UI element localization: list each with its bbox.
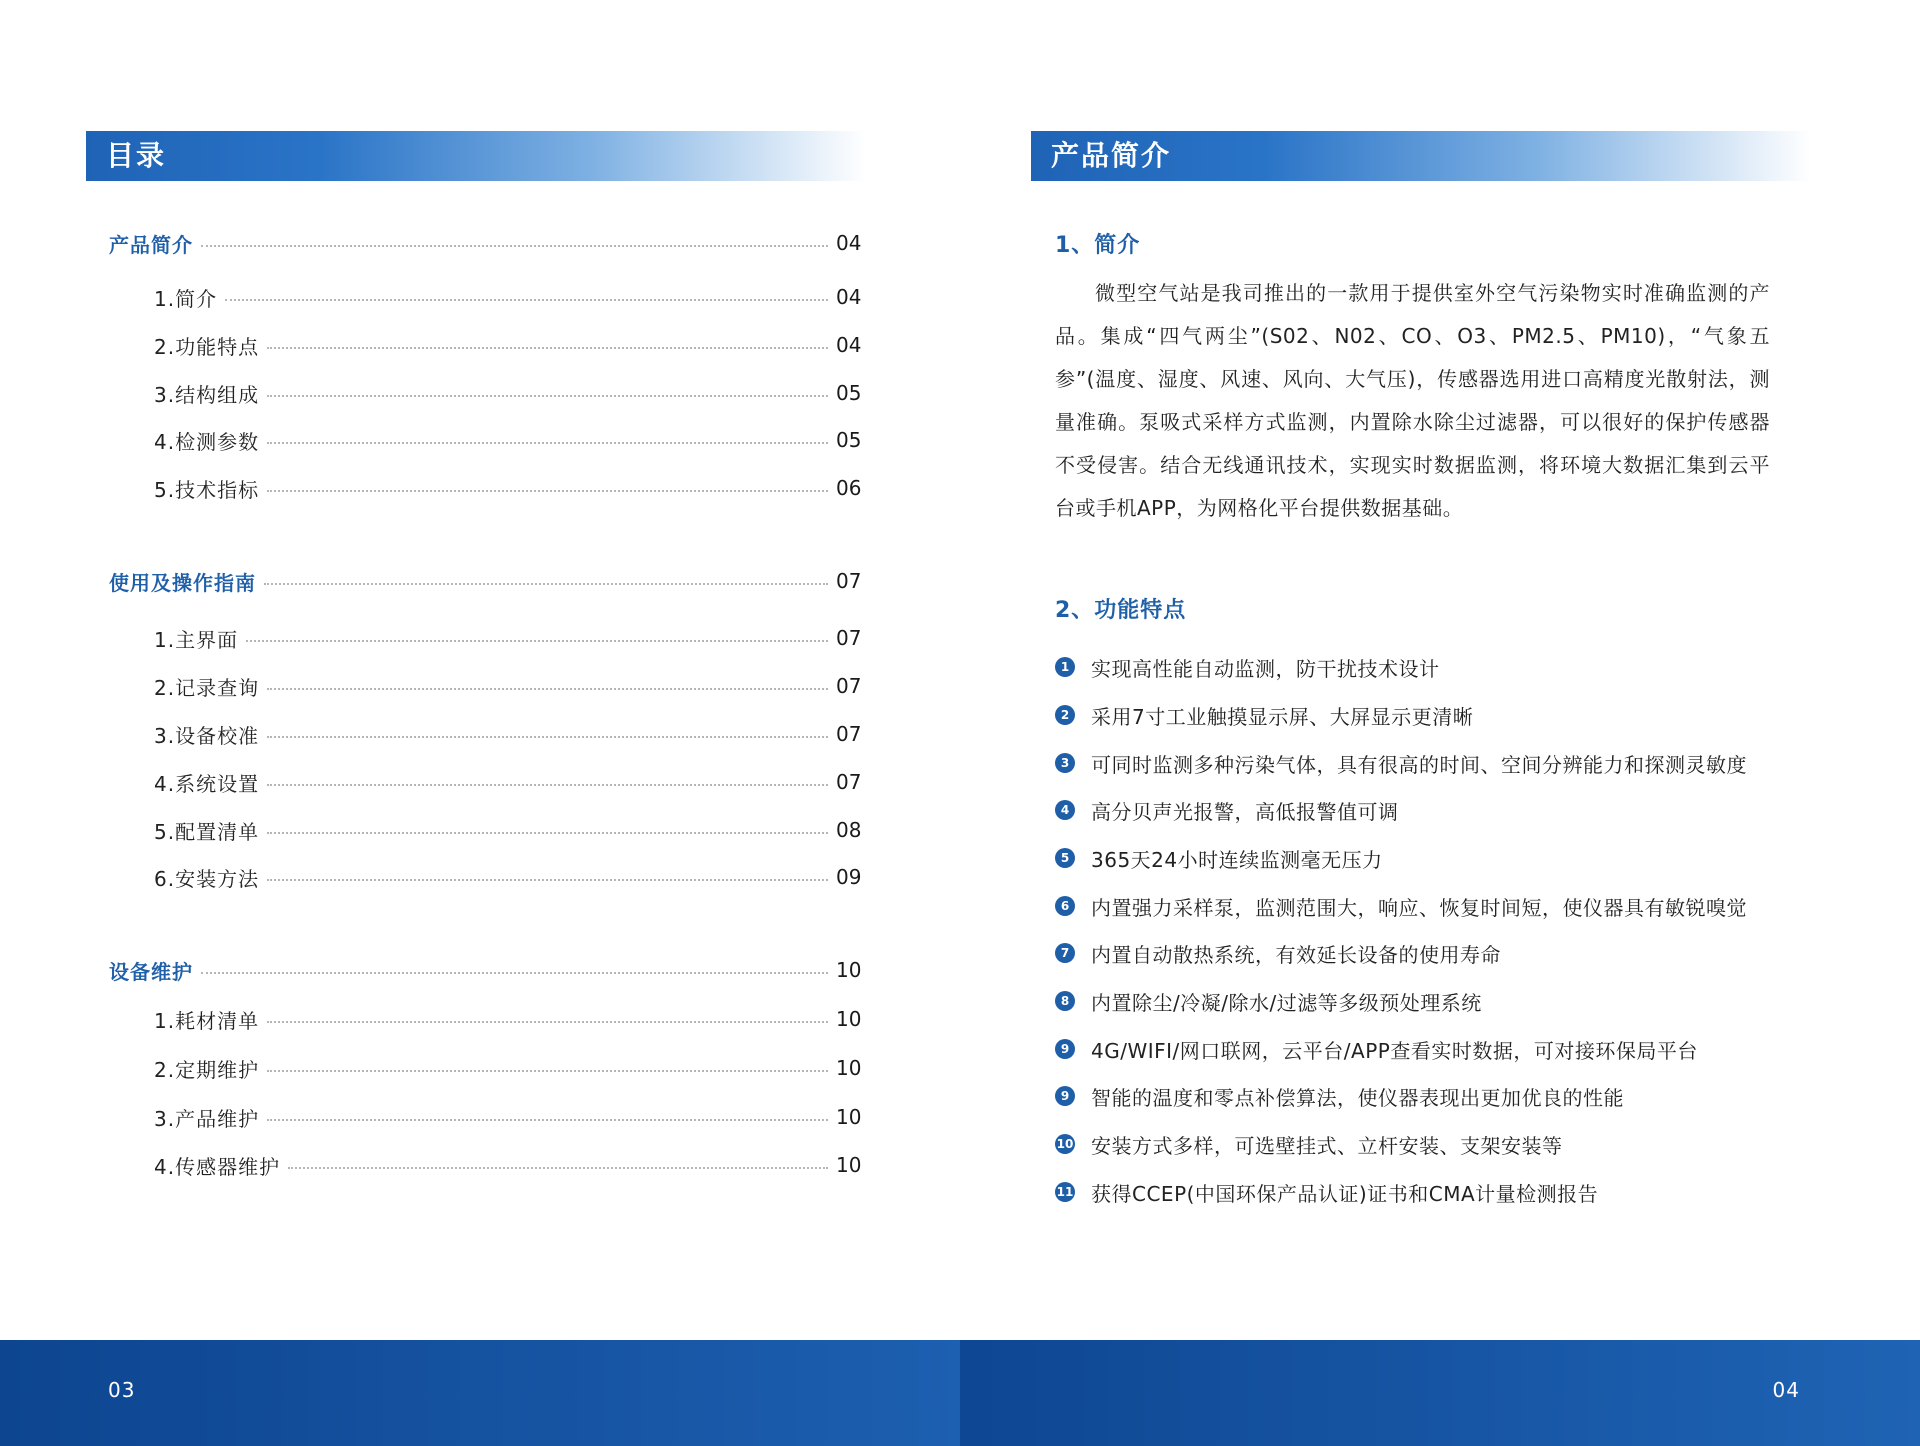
toc-page-number: 07: [836, 626, 862, 650]
number-bullet-icon: 1: [1055, 657, 1075, 677]
toc-label: 使用及操作指南: [109, 570, 256, 595]
feature-item: [1055, 748, 1747, 778]
section-heading-intro: 1、简介: [1055, 233, 1141, 258]
feature-item: [1055, 1034, 1698, 1064]
feature-text: 可同时监测多种污染气体，具有很高的时间、空间分辨能力和探测灵敏度: [1091, 752, 1747, 777]
toc-entry[interactable]: [154, 1053, 864, 1083]
toc-label: 产品简介: [109, 232, 193, 257]
toc-label: 3.产品维护: [154, 1106, 260, 1131]
feature-item: [1055, 795, 1399, 825]
feature-text: 365天24小时连续监测毫无压力: [1091, 847, 1383, 872]
feature-text: 智能的温度和零点补偿算法，使仪器表现出更加优良的性能: [1091, 1085, 1624, 1110]
toc-page-number: 10: [836, 1056, 862, 1080]
intro-paragraph: [1055, 272, 1770, 530]
number-bullet-icon: 11: [1055, 1182, 1075, 1202]
toc-entry[interactable]: [154, 719, 864, 749]
intro-text: 微型空气站是我司推出的一款用于提供室外空气污染物实时准确监测的产品。集成“四气两尘”(S02、N02、CO、O3、PM2.5、PM10)，“气象五参”(温度、湿度、风速、风向、大气压)，传感器选用进口高精度光散射法，测量准确。泵吸式采样方式监测，内置除水除尘过滤器，可以很好的保护传感器不受侵害。结合无线通讯技术，实现实时数据监测，将环境大数据汇集到云平台或手机APP，为网格化平台提供数据基础。: [1055, 281, 1770, 520]
toc-page-number: 10: [836, 958, 862, 982]
toc-leader-dots: [267, 784, 828, 786]
feature-item: [1055, 986, 1482, 1016]
toc-label: 2.功能特点: [154, 334, 260, 359]
feature-text: 采用7寸工业触摸显示屏、大屏显示更清晰: [1091, 704, 1474, 729]
toc-page-number: 04: [836, 231, 862, 255]
toc-entry[interactable]: [154, 1150, 864, 1180]
feature-item: [1055, 891, 1747, 921]
footer-bar-right: [960, 1340, 1920, 1446]
number-bullet-icon: 4: [1055, 800, 1075, 820]
toc-label: 4.传感器维护: [154, 1154, 281, 1179]
toc-label: 2.记录查询: [154, 675, 260, 700]
feature-item: [1055, 1177, 1598, 1207]
feature-item: [1055, 1081, 1624, 1111]
toc-label: 3.结构组成: [154, 382, 260, 407]
feature-item: [1055, 938, 1501, 968]
toc-page-number: 09: [836, 865, 862, 889]
toc-page-number: 06: [836, 476, 862, 500]
toc-page-number: 10: [836, 1105, 862, 1129]
toc-title: 目录: [106, 139, 167, 172]
toc-entry[interactable]: [154, 473, 864, 503]
toc-label: 5.配置清单: [154, 819, 260, 844]
toc-leader-dots: [225, 299, 828, 301]
feature-text: 4G/WIFI/网口联网，云平台/APP查看实时数据，可对接环保局平台: [1091, 1038, 1698, 1063]
page-number-right: 04: [1772, 1378, 1800, 1402]
toc-entry[interactable]: [154, 378, 864, 408]
toc-leader-dots: [201, 972, 828, 974]
number-bullet-icon: 5: [1055, 848, 1075, 868]
feature-item: [1055, 700, 1473, 730]
toc-leader-dots: [264, 583, 828, 585]
feature-text: 内置除尘/冷凝/除水/过滤等多级预处理系统: [1091, 990, 1482, 1015]
toc-entry[interactable]: [154, 1004, 864, 1034]
toc-leader-dots: [288, 1167, 828, 1169]
toc-entry[interactable]: [154, 671, 864, 701]
feature-item: [1055, 1129, 1563, 1159]
toc-leader-dots: [267, 442, 828, 444]
toc-section[interactable]: [109, 566, 864, 596]
feature-text: 高分贝声光报警，高低报警值可调: [1091, 799, 1399, 824]
toc-label: 5.技术指标: [154, 477, 260, 502]
section-heading-features: 2、功能特点: [1055, 598, 1187, 623]
toc-leader-dots: [267, 879, 828, 881]
toc-label: 1.简介: [154, 286, 218, 311]
number-bullet-icon: 9: [1055, 1086, 1075, 1106]
toc-label: 3.设备校准: [154, 723, 260, 748]
toc-section[interactable]: [109, 228, 864, 258]
toc-leader-dots: [267, 1070, 828, 1072]
toc-page-number: 07: [836, 674, 862, 698]
page-number-left: 03: [108, 1378, 136, 1402]
feature-text: 获得CCEP(中国环保产品认证)证书和CMA计量检测报告: [1091, 1181, 1599, 1206]
toc-leader-dots: [201, 245, 828, 247]
toc-page-number: 10: [836, 1007, 862, 1031]
number-bullet-icon: 6: [1055, 896, 1075, 916]
toc-banner: [86, 131, 866, 181]
toc-leader-dots: [267, 347, 828, 349]
toc-entry[interactable]: [154, 623, 864, 653]
toc-entry[interactable]: [154, 815, 864, 845]
intro-banner: [1031, 131, 1811, 181]
toc-entry[interactable]: [154, 282, 864, 312]
number-bullet-icon: 3: [1055, 753, 1075, 773]
feature-text: 内置自动散热系统，有效延长设备的使用寿命: [1091, 942, 1501, 967]
toc-leader-dots: [267, 395, 828, 397]
toc-page-number: 08: [836, 818, 862, 842]
toc-leader-dots: [267, 1021, 828, 1023]
toc-label: 4.检测参数: [154, 429, 260, 454]
toc-entry[interactable]: [154, 330, 864, 360]
toc-label: 6.安装方法: [154, 866, 260, 891]
number-bullet-icon: 8: [1055, 991, 1075, 1011]
toc-page-number: 05: [836, 428, 862, 452]
number-bullet-icon: 9: [1055, 1039, 1075, 1059]
intro-page: [960, 0, 1920, 1446]
feature-text: 内置强力采样泵，监测范围大，响应、恢复时间短，使仪器具有敏锐嗅觉: [1091, 895, 1747, 920]
footer-bar-left: [0, 1340, 960, 1446]
toc-entry[interactable]: [154, 1102, 864, 1132]
toc-section[interactable]: [109, 955, 864, 985]
toc-entry[interactable]: [154, 862, 864, 892]
toc-page-number: 04: [836, 285, 862, 309]
toc-page-number: 07: [836, 722, 862, 746]
feature-text: 实现高性能自动监测，防干扰技术设计: [1091, 656, 1440, 681]
toc-entry[interactable]: [154, 767, 864, 797]
toc-label: 1.主界面: [154, 627, 239, 652]
feature-item: [1055, 843, 1383, 873]
number-bullet-icon: 10: [1055, 1134, 1075, 1154]
feature-text: 安装方式多样，可选壁挂式、立杆安装、支架安装等: [1091, 1133, 1563, 1158]
toc-page-number: 10: [836, 1153, 862, 1177]
toc-page-number: 07: [836, 569, 862, 593]
toc-leader-dots: [267, 736, 828, 738]
toc-entry[interactable]: [154, 425, 864, 455]
toc-page-number: 04: [836, 333, 862, 357]
toc-page-number: 05: [836, 381, 862, 405]
toc-leader-dots: [267, 688, 828, 690]
toc-label: 2.定期维护: [154, 1057, 260, 1082]
toc-label: 设备维护: [109, 959, 193, 984]
toc-leader-dots: [267, 832, 828, 834]
toc-leader-dots: [267, 1119, 828, 1121]
feature-item: [1055, 652, 1440, 682]
toc-page-number: 07: [836, 770, 862, 794]
number-bullet-icon: 2: [1055, 705, 1075, 725]
number-bullet-icon: 7: [1055, 943, 1075, 963]
toc-leader-dots: [267, 490, 828, 492]
toc-label: 4.系统设置: [154, 771, 260, 796]
intro-title: 产品简介: [1051, 139, 1172, 172]
toc-leader-dots: [246, 640, 828, 642]
toc-label: 1.耗材清单: [154, 1008, 260, 1033]
